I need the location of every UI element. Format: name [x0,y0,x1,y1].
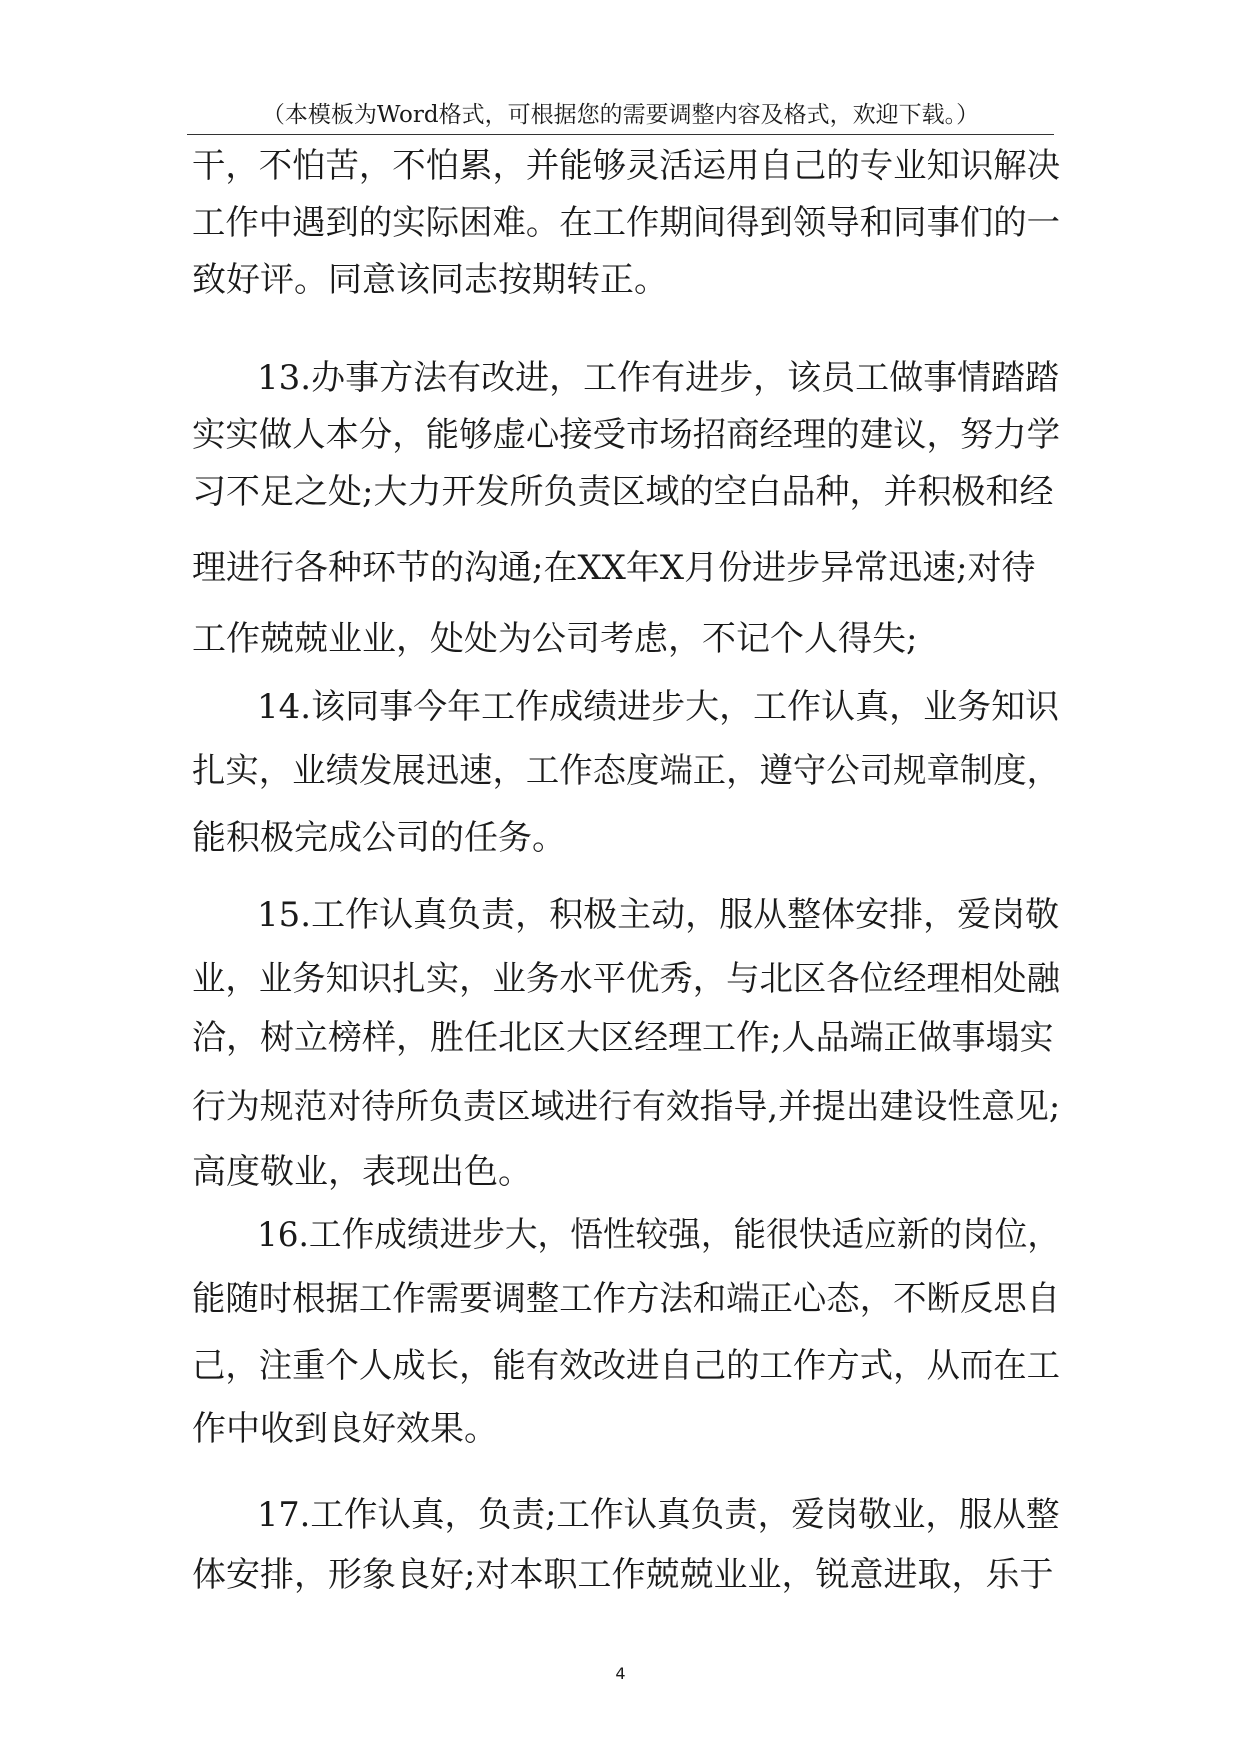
text-line: 能随时根据工作需要调整工作方法和端正心态，不断反思自 [192,1279,1060,1319]
text-line: 己，注重个人成长，能有效改进自己的工作方式，从而在工 [192,1346,1060,1386]
text-line: 理进行各种环节的沟通;在XX年X月份进步异常迅速;对待 [192,548,1036,588]
text-line: 扎实，业绩发展迅速，工作态度端正，遵守公司规章制度， [192,751,1060,791]
header-divider [187,134,1054,135]
text-line: 业，业务知识扎实，业务水平优秀，与北区各位经理相处融 [192,959,1060,999]
text-line: 习不足之处;大力开发所负责区域的空白品种，并积极和经 [192,472,1054,512]
text-line: 作中收到良好效果。 [192,1409,498,1449]
text-line: 16.工作成绩进步大，悟性较强，能很快适应新的岗位， [257,1215,1061,1255]
text-line: 干，不怕苦，不怕累，并能够灵活运用自己的专业知识解决 [192,146,1060,186]
text-line: 工作兢兢业业，处处为公司考虑，不记个人得失; [192,619,918,659]
text-line: 14.该同事今年工作成绩进步大，工作认真，业务知识 [257,687,1060,727]
text-line: 高度敬业，表现出色。 [192,1152,532,1192]
page-number: 4 [615,1664,626,1683]
text-line: 15.工作认真负责，积极主动，服从整体安排，爱岗敬 [257,895,1060,935]
text-line: 17.工作认真，负责;工作认真负责，爱岗敬业，服从整 [257,1495,1060,1535]
text-line: 行为规范对待所负责区域进行有效指导,并提出建设性意见; [192,1087,1061,1127]
text-line: 致好评。同意该同志按期转正。 [192,260,668,300]
text-line: 洽，树立榜样，胜任北区大区经理工作;人品端正做事塌实 [192,1018,1054,1058]
text-line: 工作中遇到的实际困难。在工作期间得到领导和同事们的一 [192,203,1060,243]
template-note: （本模板为Word格式，可根据您的需要调整内容及格式，欢迎下载。） [261,102,980,128]
text-line: 能积极完成公司的任务。 [192,818,566,858]
text-line: 体安排，形象良好;对本职工作兢兢业业，锐意进取，乐于 [192,1555,1054,1595]
text-line: 13.办事方法有改进，工作有进步，该员工做事情踏踏 [257,358,1060,398]
text-line: 实实做人本分，能够虚心接受市场招商经理的建议，努力学 [192,415,1060,455]
